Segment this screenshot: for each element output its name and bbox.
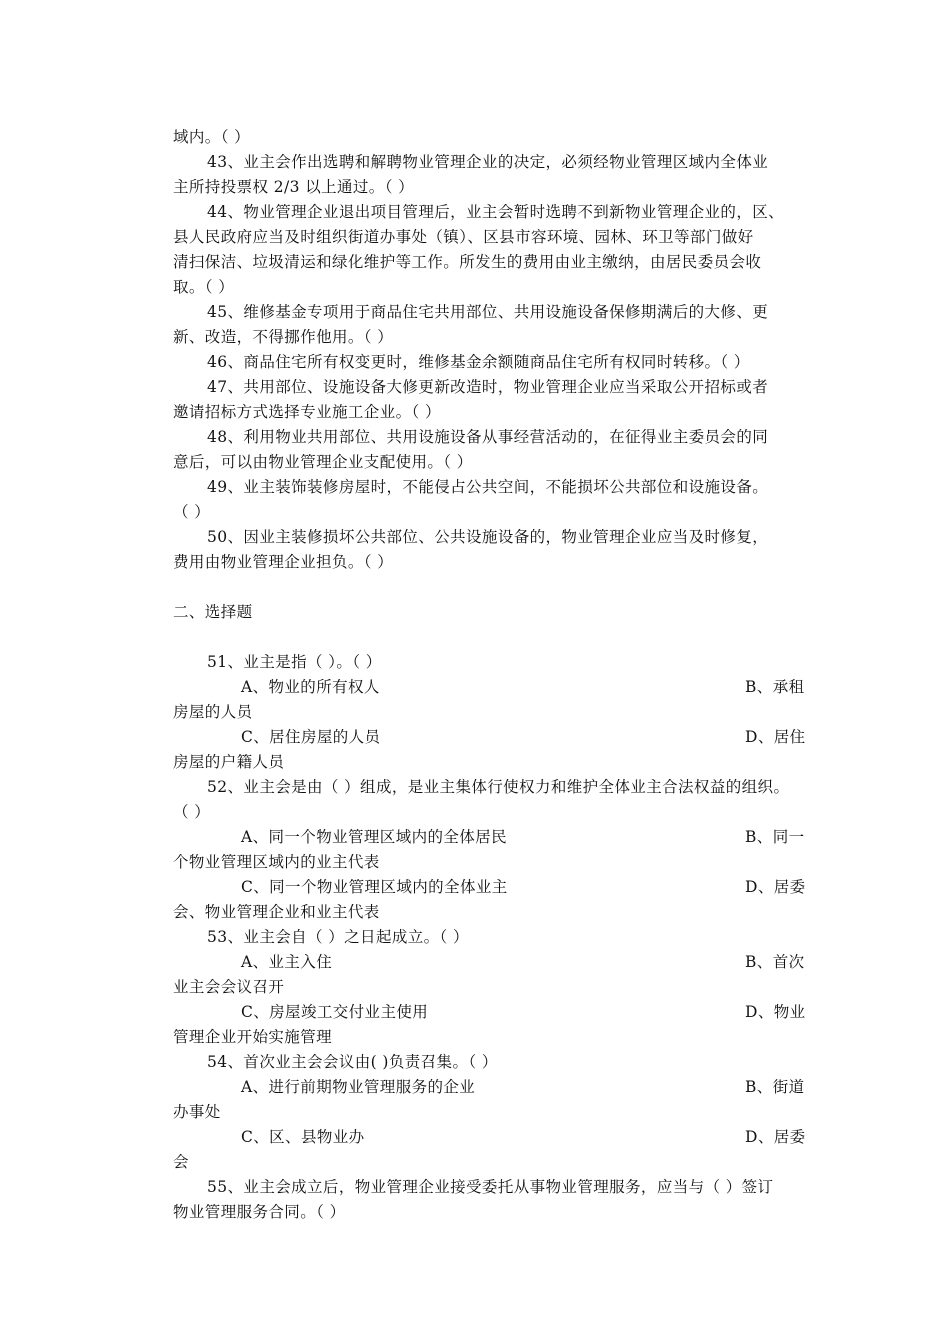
text-line: （ ） xyxy=(173,803,211,821)
text-line: （ ） xyxy=(173,503,211,521)
option-b: B、承租 xyxy=(745,678,805,696)
text-line: 房屋的户籍人员 xyxy=(173,753,285,771)
text-line: 意后，可以由物业管理企业支配使用。（ ） xyxy=(173,453,473,471)
question-48: 48、利用物业共用部位、共用设施设备从事经营活动的，在征得业主委员会的同 xyxy=(207,428,769,446)
option-d: D、物业 xyxy=(745,1003,806,1021)
question-50: 50、因业主装修损坏公共部位、公共设施设备的，物业管理企业应当及时修复， xyxy=(207,528,769,546)
text-line: 办事处 xyxy=(173,1103,221,1121)
question-54: 54、首次业主会会议由( )负责召集。（ ） xyxy=(207,1053,498,1071)
text-line: 房屋的人员 xyxy=(173,703,253,721)
question-51: 51、业主是指（ ）。（ ） xyxy=(207,653,382,671)
question-43: 43、业主会作出选聘和解聘物业管理企业的决定，必须经物业管理区域内全体业 xyxy=(207,153,769,171)
text-line: 业主会会议召开 xyxy=(173,978,285,996)
option-a: A、物业的所有权人 xyxy=(241,678,380,696)
text-line: 会、物业管理企业和业主代表 xyxy=(173,903,380,921)
question-47: 47、共用部位、设施设备大修更新改造时，物业管理企业应当采取公开招标或者 xyxy=(207,378,769,396)
option-b: B、同一 xyxy=(745,828,805,846)
text-line: 主所持投票权 2/3 以上通过。（ ） xyxy=(173,178,415,196)
text-line: 清扫保洁、垃圾清运和绿化维护等工作。所发生的费用由业主缴纳，由居民委员会收 xyxy=(173,253,762,271)
text-line: 管理企业开始实施管理 xyxy=(173,1028,333,1046)
question-46: 46、商品住宅所有权变更时，维修基金余额随商品住宅所有权同时转移。（ ） xyxy=(207,353,750,371)
text-line: 费用由物业管理企业担负。（ ） xyxy=(173,553,394,571)
section-heading: 二、选择题 xyxy=(173,603,253,621)
option-c: C、居住房屋的人员 xyxy=(241,728,381,746)
question-55: 55、业主会成立后，物业管理企业接受委托从事物业管理服务，应当与（ ）签订 xyxy=(207,1178,774,1196)
text-line: 个物业管理区域内的业主代表 xyxy=(173,853,380,871)
question-52: 52、业主会是由（ ）组成，是业主集体行使权力和维护全体业主合法权益的组织。 xyxy=(207,778,790,796)
text-line: 域内。（ ） xyxy=(173,128,251,146)
text-line: 县人民政府应当及时组织街道办事处（镇）、区县市容环境、园林、环卫等部门做好 xyxy=(173,228,754,246)
question-53: 53、业主会自（ ）之日起成立。（ ） xyxy=(207,928,469,946)
option-d: D、居委 xyxy=(745,1128,806,1146)
option-b: B、街道 xyxy=(745,1078,805,1096)
option-d: D、居住 xyxy=(745,728,806,746)
question-45: 45、维修基金专项用于商品住宅共用部位、共用设施设备保修期满后的大修、更 xyxy=(207,303,769,321)
option-a: A、同一个物业管理区域内的全体居民 xyxy=(241,828,507,846)
option-a: A、业主入住 xyxy=(241,953,333,971)
option-c: C、同一个物业管理区域内的全体业主 xyxy=(241,878,508,896)
option-c: C、区、县物业办 xyxy=(241,1128,365,1146)
option-d: D、居委 xyxy=(745,878,806,896)
text-line: 邀请招标方式选择专业施工企业。（ ） xyxy=(173,403,441,421)
option-a: A、进行前期物业管理服务的企业 xyxy=(241,1078,476,1096)
text-line: 会 xyxy=(173,1153,189,1171)
option-b: B、首次 xyxy=(745,953,805,971)
text-line: 物业管理服务合同。（ ） xyxy=(173,1203,346,1221)
option-c: C、房屋竣工交付业主使用 xyxy=(241,1003,429,1021)
question-44: 44、物业管理企业退出项目管理后，业主会暂时选聘不到新物业管理企业的，区、 xyxy=(207,203,785,221)
question-49: 49、业主装饰装修房屋时，不能侵占公共空间，不能损坏公共部位和设施设备。 xyxy=(207,478,769,496)
text-line: 取。（ ） xyxy=(173,278,235,296)
text-line: 新、改造，不得挪作他用。（ ） xyxy=(173,328,394,346)
